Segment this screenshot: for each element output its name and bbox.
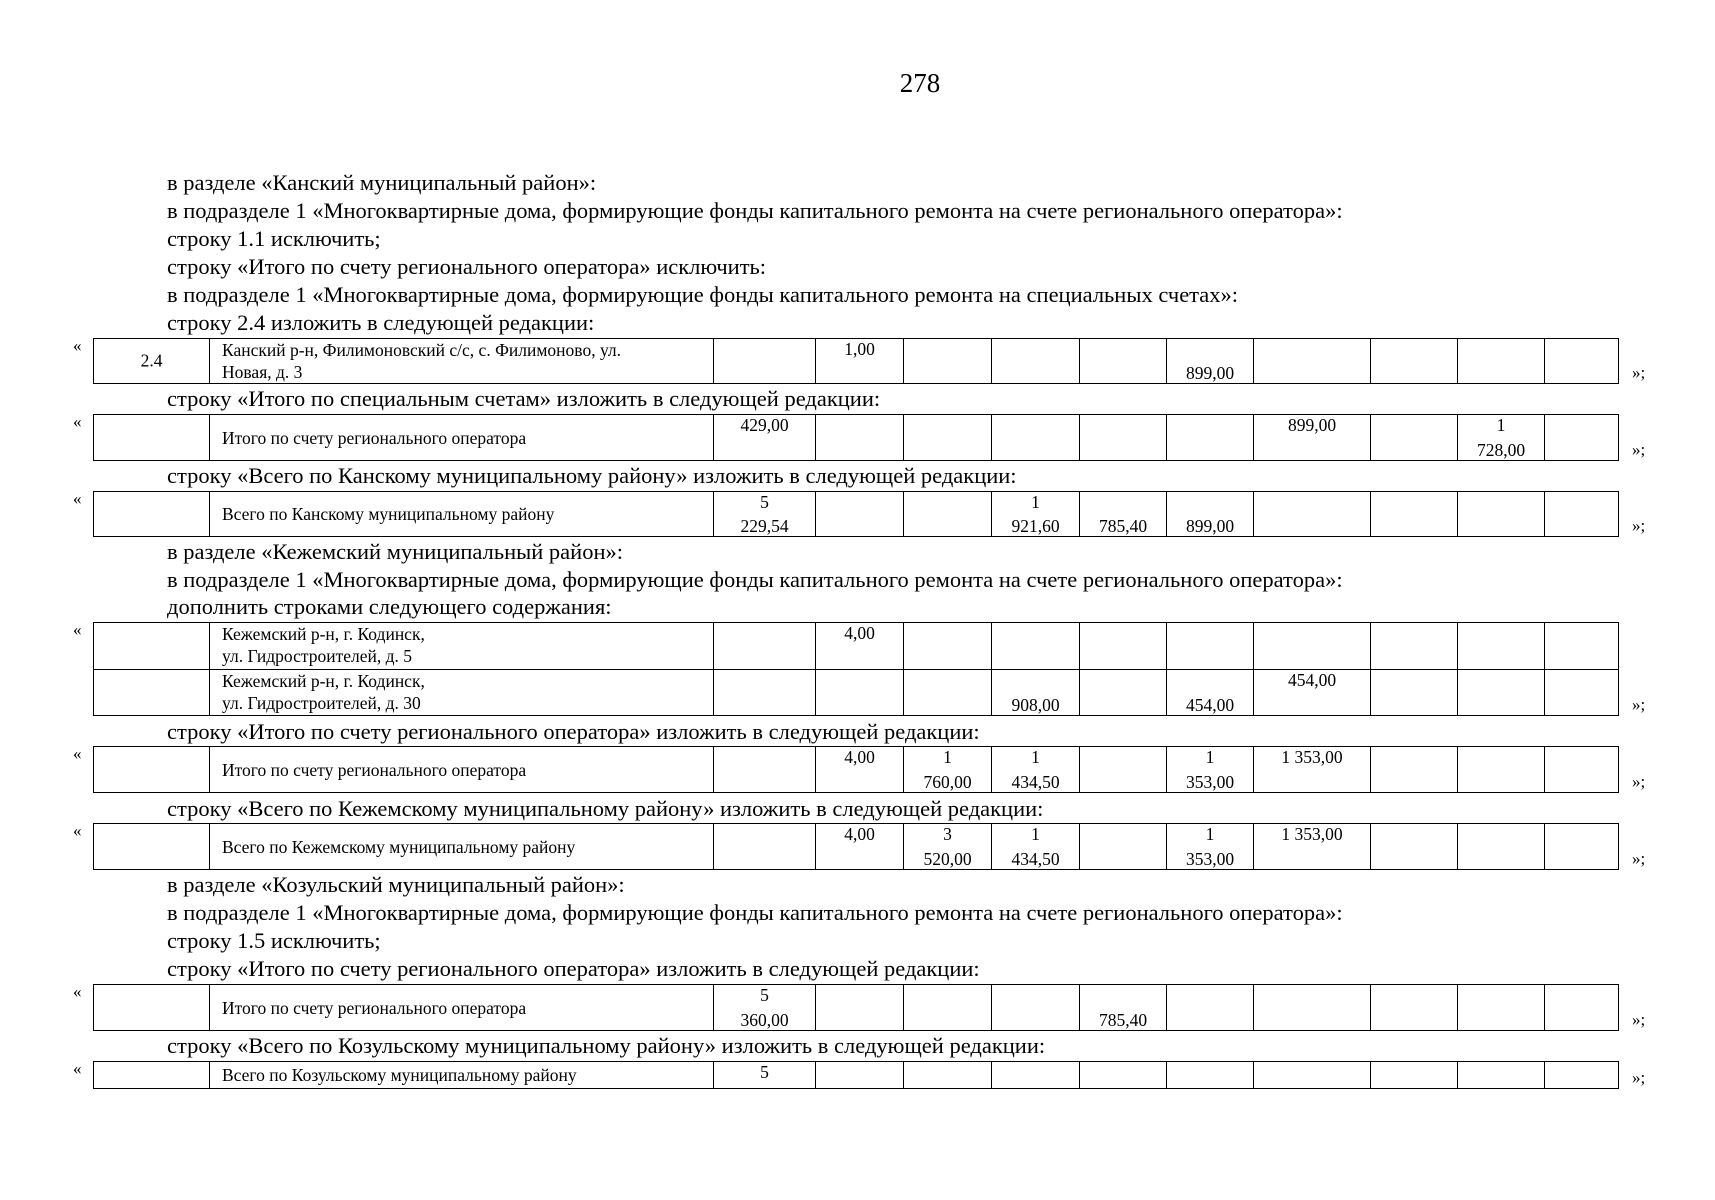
value-top: 4,00	[844, 623, 875, 643]
amendment-table	[93, 414, 1619, 461]
value-bottom: 353,00	[1185, 849, 1235, 869]
value-cell	[1167, 339, 1254, 384]
value-bottom: 728,00	[1476, 440, 1526, 460]
row-description	[222, 339, 709, 383]
value-cell	[992, 747, 1080, 793]
value-cell	[816, 339, 904, 384]
table-row	[94, 985, 1619, 1031]
value-top: 899,00	[1287, 415, 1337, 435]
row-description-cell	[210, 985, 714, 1031]
value-top: 1	[1205, 747, 1215, 767]
row-description	[222, 836, 709, 858]
text-line: строку «Всего по Канскому муниципальному району» изложить в следующей редакции:	[167, 463, 1017, 488]
value-cell	[1545, 670, 1619, 716]
row-description-cell	[210, 1062, 714, 1089]
value-bottom: 908,00	[1011, 695, 1060, 715]
value-cell	[1371, 670, 1458, 716]
row-description-cell	[210, 492, 714, 537]
value-cell	[1080, 670, 1167, 716]
value-cell	[992, 415, 1080, 461]
value-bottom: 520,00	[923, 849, 972, 869]
value-cell	[1254, 623, 1371, 670]
value-cell	[992, 492, 1080, 537]
value-bottom: 434,50	[1011, 772, 1060, 792]
value-cell	[816, 670, 904, 716]
value-cell	[1371, 623, 1458, 670]
value-cell	[904, 492, 992, 537]
value-cell	[1458, 985, 1545, 1031]
row-description-line: Новая, д. 3	[222, 362, 303, 382]
row-description	[222, 1064, 709, 1086]
quote-open-mark: «	[73, 982, 82, 1001]
value-cell	[714, 747, 816, 793]
row-description-line: Итого по счету регионального оператора	[222, 427, 527, 448]
row-description-cell	[210, 824, 714, 870]
text-line: строку «Итого по специальным счетам» изложить в следующей редакции:	[167, 386, 881, 411]
amendment-table	[93, 984, 1619, 1031]
value-cell	[1167, 1062, 1254, 1089]
text-line: строку 1.1 исключить;	[167, 226, 381, 251]
value-bottom: 454,00	[1185, 695, 1235, 715]
text-line: строку «Итого по счету регионального оператора» исключить:	[167, 254, 767, 279]
value-cell	[904, 339, 992, 384]
amendment-table	[93, 622, 1619, 716]
value-cell	[1167, 985, 1254, 1031]
quote-close-mark: »;	[1632, 440, 1646, 459]
value-cell	[992, 339, 1080, 384]
row-description-line: Всего по Козульскому муниципальному району	[222, 1065, 577, 1085]
value-cell	[1545, 623, 1619, 670]
value-cell	[1545, 747, 1619, 793]
value-cell	[1458, 824, 1545, 870]
value-top: 5	[760, 1062, 769, 1082]
value-cell	[1458, 492, 1545, 537]
value-cell	[1254, 1062, 1371, 1089]
row-code-cell	[94, 670, 210, 716]
value-cell	[714, 985, 816, 1031]
value-cell	[992, 623, 1080, 670]
row-code-cell	[94, 985, 210, 1031]
value-cell	[1458, 415, 1545, 461]
value-cell	[714, 415, 816, 461]
value-cell	[1080, 492, 1167, 537]
value-cell	[1254, 985, 1371, 1031]
row-description-line: Канский р-н, Филимоновский с/с, с. Филимоново, ул.	[222, 340, 622, 360]
value-cell	[992, 985, 1080, 1031]
row-code: 2.4	[140, 350, 163, 371]
value-cell	[992, 1062, 1080, 1089]
value-cell	[1545, 339, 1619, 384]
value-cell	[1545, 1062, 1619, 1089]
value-cell	[1254, 747, 1371, 793]
value-cell	[714, 339, 816, 384]
value-cell	[1080, 985, 1167, 1031]
text-line: строку «Итого по счету регионального оператора» изложить в следующей редакции:	[167, 956, 980, 981]
quote-open-mark: «	[73, 412, 82, 431]
row-description-line: Итого по счету регионального оператора	[222, 759, 527, 780]
value-cell	[1458, 747, 1545, 793]
value-cell	[816, 623, 904, 670]
table-row	[94, 747, 1619, 793]
row-description	[222, 503, 709, 525]
value-cell	[1371, 492, 1458, 537]
amendment-table	[93, 746, 1619, 793]
quote-close-mark: »;	[1632, 772, 1646, 791]
value-cell	[816, 1062, 904, 1089]
row-code-cell	[94, 415, 210, 461]
value-cell	[1254, 339, 1371, 384]
quote-close-mark: »;	[1632, 1068, 1646, 1087]
table-row	[94, 492, 1619, 537]
quote-close-mark: »;	[1632, 1010, 1646, 1029]
row-code-cell	[94, 824, 210, 870]
text-line: строку «Всего по Козульскому муниципальному району» изложить в следующей редакции:	[167, 1033, 1046, 1058]
value-cell	[1458, 1062, 1545, 1089]
row-description-cell	[210, 747, 714, 793]
value-bottom: 921,60	[1011, 516, 1060, 536]
text-line: в разделе «Кежемский муниципальный район»:	[167, 539, 623, 564]
value-cell	[816, 985, 904, 1031]
value-cell	[1080, 339, 1167, 384]
table-row	[94, 670, 1619, 716]
value-cell	[714, 824, 816, 870]
value-cell	[1080, 623, 1167, 670]
value-top: 4,00	[844, 824, 875, 844]
value-cell	[1371, 1062, 1458, 1089]
value-top: 5	[760, 985, 769, 1005]
value-cell	[904, 1062, 992, 1089]
value-cell	[904, 670, 992, 716]
value-cell	[1371, 985, 1458, 1031]
quote-open-mark: «	[73, 489, 82, 508]
quote-close-mark: »;	[1632, 849, 1646, 868]
value-cell	[816, 492, 904, 537]
value-top: 1	[1031, 824, 1040, 844]
table-row	[94, 415, 1619, 461]
value-cell	[1254, 415, 1371, 461]
text-line: строку 1.5 исключить;	[167, 928, 381, 953]
table-row	[94, 623, 1619, 670]
row-description-line: Всего по Канскому муниципальному району	[222, 504, 555, 524]
value-cell	[1371, 824, 1458, 870]
value-bottom: 229,54	[740, 516, 789, 536]
row-description	[222, 623, 709, 667]
table-row	[94, 1062, 1619, 1089]
value-cell	[816, 747, 904, 793]
value-cell	[1167, 747, 1254, 793]
text-line: в разделе «Канский муниципальный район»:	[167, 170, 597, 195]
row-description	[222, 997, 709, 1019]
value-bottom: 353,00	[1185, 772, 1235, 792]
value-cell	[904, 623, 992, 670]
value-cell	[904, 415, 992, 461]
row-description-cell	[210, 623, 714, 670]
quote-open-mark: «	[73, 336, 82, 355]
value-top: 1	[1496, 415, 1506, 435]
value-cell	[1254, 492, 1371, 537]
value-cell	[1458, 670, 1545, 716]
value-cell	[714, 492, 816, 537]
row-description-cell	[210, 670, 714, 716]
value-top: 1	[943, 747, 952, 767]
value-top: 1,00	[844, 339, 875, 359]
text-line: в подразделе 1 «Многоквартирные дома, формирующие фонды капитального ремонта на специальных счетах»:	[167, 282, 1239, 307]
quote-close-mark: »;	[1632, 516, 1646, 535]
value-top: 4,00	[844, 747, 875, 767]
value-cell	[1371, 415, 1458, 461]
text-line: в подразделе 1 «Многоквартирные дома, формирующие фонды капитального ремонта на счете регионального оператора»:	[167, 567, 1343, 592]
value-top: 5	[760, 492, 769, 512]
value-top: 1	[1205, 824, 1215, 844]
amendment-table	[93, 491, 1619, 537]
value-bottom: 785,40	[1098, 1010, 1148, 1030]
row-description-line: Всего по Кежемскому муниципальному району	[222, 836, 576, 857]
text-line: строку 2.4 изложить в следующей редакции:	[167, 310, 595, 335]
value-cell	[1167, 670, 1254, 716]
row-description	[222, 427, 709, 449]
value-cell	[1371, 339, 1458, 384]
value-top: 3	[943, 824, 952, 844]
value-cell	[904, 747, 992, 793]
value-cell	[1545, 415, 1619, 461]
quote-open-mark: «	[73, 821, 82, 840]
row-code-cell	[94, 1062, 210, 1089]
text-line: в подразделе 1 «Многоквартирные дома, формирующие фонды капитального ремонта на счете регионального оператора»:	[167, 198, 1343, 223]
value-cell	[904, 824, 992, 870]
amendment-table	[93, 338, 1619, 384]
text-line: в разделе «Козульский муниципальный район»:	[167, 872, 625, 897]
value-cell	[1254, 670, 1371, 716]
value-cell	[1167, 623, 1254, 670]
value-cell	[714, 623, 816, 670]
amendment-table	[93, 1061, 1619, 1089]
value-cell	[1254, 824, 1371, 870]
quote-open-mark: «	[73, 620, 82, 639]
row-code-cell	[94, 747, 210, 793]
quote-close-mark: »;	[1632, 363, 1646, 382]
row-description-line: Кежемский р-н, г. Кодинск,	[222, 624, 425, 644]
row-description-cell	[210, 339, 714, 384]
text-line: строку «Всего по Кежемскому муниципальному району» изложить в следующей редакции:	[167, 796, 1044, 821]
value-bottom: 899,00	[1185, 363, 1235, 383]
value-cell	[1371, 747, 1458, 793]
value-bottom: 360,00	[740, 1010, 789, 1030]
row-code-cell	[94, 623, 210, 670]
row-description-line: ул. Гидростроителей, д. 5	[222, 646, 413, 666]
value-top: 1	[1031, 492, 1040, 512]
row-description-line: Итого по счету регионального оператора	[222, 997, 527, 1018]
text-line: строку «Итого по счету регионального оператора» изложить в следующей редакции:	[167, 719, 980, 744]
row-description-line: Кежемский р-н, г. Кодинск,	[222, 671, 425, 691]
page-number: 278	[899, 68, 941, 98]
text-line: дополнить строками следующего содержания:	[167, 594, 612, 619]
value-top: 429,00	[740, 415, 789, 435]
value-top: 1 353,00	[1281, 747, 1343, 767]
amendment-table	[93, 823, 1619, 870]
value-top: 1 353,00	[1281, 824, 1343, 844]
value-cell	[714, 1062, 816, 1089]
value-cell	[1080, 1062, 1167, 1089]
table-row	[94, 339, 1619, 384]
row-description	[222, 759, 709, 781]
value-cell	[1545, 985, 1619, 1031]
value-cell	[992, 824, 1080, 870]
value-top: 1	[1031, 747, 1040, 767]
value-cell	[816, 415, 904, 461]
value-cell	[1080, 747, 1167, 793]
row-description-cell	[210, 415, 714, 461]
row-description	[222, 670, 709, 714]
value-bottom: 760,00	[923, 772, 972, 792]
table-row	[94, 824, 1619, 870]
row-description-line: ул. Гидростроителей, д. 30	[222, 693, 421, 713]
value-cell	[1167, 824, 1254, 870]
value-cell	[1545, 492, 1619, 537]
value-cell	[714, 670, 816, 716]
value-cell	[1080, 824, 1167, 870]
value-bottom: 899,00	[1185, 516, 1235, 536]
value-bottom: 785,40	[1098, 516, 1148, 536]
value-cell	[1458, 339, 1545, 384]
value-cell	[1167, 492, 1254, 537]
row-code-cell	[94, 492, 210, 537]
quote-open-mark: «	[73, 744, 82, 763]
quote-close-mark: »;	[1632, 695, 1646, 714]
value-cell	[816, 824, 904, 870]
quote-open-mark: «	[73, 1059, 82, 1078]
row-code-cell	[94, 339, 210, 384]
value-cell	[992, 670, 1080, 716]
value-top: 454,00	[1287, 670, 1337, 690]
value-cell	[1545, 824, 1619, 870]
value-cell	[1458, 623, 1545, 670]
value-cell	[1080, 415, 1167, 461]
value-cell	[1167, 415, 1254, 461]
text-line: в подразделе 1 «Многоквартирные дома, формирующие фонды капитального ремонта на счете регионального оператора»:	[167, 900, 1343, 925]
value-cell	[904, 985, 992, 1031]
value-bottom: 434,50	[1011, 849, 1060, 869]
